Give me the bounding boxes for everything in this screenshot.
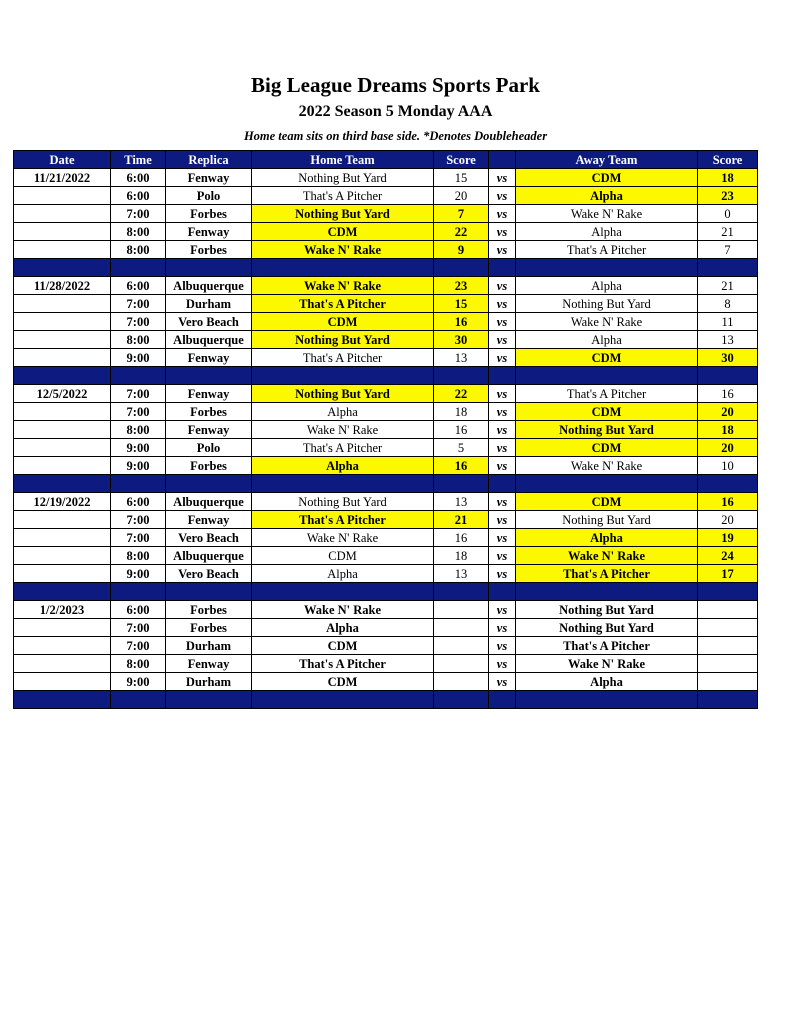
table-row xyxy=(14,421,758,439)
date-cell: 11/28/2022 xyxy=(14,277,111,295)
table-row xyxy=(14,349,758,367)
separator-cell xyxy=(252,583,434,601)
away-team-cell: That's A Pitcher xyxy=(516,637,698,655)
separator-cell xyxy=(698,475,758,493)
table-row xyxy=(14,511,758,529)
replica-field-cell: Vero Beach xyxy=(166,529,252,547)
home-score-cell: 13 xyxy=(434,349,489,367)
date-cell xyxy=(14,205,111,223)
date-cell xyxy=(14,331,111,349)
separator-cell xyxy=(111,259,166,277)
replica-field-cell: Vero Beach xyxy=(166,313,252,331)
separator-cell xyxy=(516,583,698,601)
time-cell: 8:00 xyxy=(111,421,166,439)
away-team-cell: Alpha xyxy=(516,277,698,295)
separator-cell xyxy=(434,475,489,493)
separator-cell xyxy=(698,583,758,601)
time-cell: 7:00 xyxy=(111,619,166,637)
table-row xyxy=(14,601,758,619)
home-team-cell: That's A Pitcher xyxy=(252,187,434,205)
table-row xyxy=(14,655,758,673)
away-score-cell xyxy=(698,619,758,637)
col-header-home-score: Score xyxy=(434,151,489,169)
time-cell: 7:00 xyxy=(111,295,166,313)
time-cell: 6:00 xyxy=(111,601,166,619)
time-cell: 7:00 xyxy=(111,511,166,529)
home-team-cell: CDM xyxy=(252,673,434,691)
date-cell xyxy=(14,421,111,439)
replica-field-cell: Forbes xyxy=(166,601,252,619)
away-team-cell: Nothing But Yard xyxy=(516,601,698,619)
col-header-vs xyxy=(489,151,516,169)
away-team-cell: CDM xyxy=(516,493,698,511)
away-team-cell: Wake N' Rake xyxy=(516,655,698,673)
table-row xyxy=(14,331,758,349)
separator-cell xyxy=(516,691,698,709)
replica-field-cell: Fenway xyxy=(166,421,252,439)
time-cell: 7:00 xyxy=(111,313,166,331)
home-score-cell: 21 xyxy=(434,511,489,529)
page-title: Big League Dreams Sports Park xyxy=(251,73,540,97)
separator-cell xyxy=(111,475,166,493)
separator-cell xyxy=(434,259,489,277)
vs-cell: vs xyxy=(489,673,516,691)
away-score-cell: 21 xyxy=(698,277,758,295)
away-score-cell xyxy=(698,637,758,655)
home-team-cell: CDM xyxy=(252,637,434,655)
vs-cell: vs xyxy=(489,493,516,511)
away-team-cell: CDM xyxy=(516,349,698,367)
vs-cell: vs xyxy=(489,169,516,187)
vs-cell: vs xyxy=(489,313,516,331)
replica-field-cell: Forbes xyxy=(166,205,252,223)
separator-cell xyxy=(516,475,698,493)
away-team-cell: Nothing But Yard xyxy=(516,421,698,439)
away-score-cell: 10 xyxy=(698,457,758,475)
home-score-cell: 16 xyxy=(434,457,489,475)
time-cell: 7:00 xyxy=(111,205,166,223)
away-score-cell: 20 xyxy=(698,403,758,421)
home-team-cell: Wake N' Rake xyxy=(252,421,434,439)
away-score-cell: 11 xyxy=(698,313,758,331)
vs-cell: vs xyxy=(489,601,516,619)
vs-cell: vs xyxy=(489,547,516,565)
separator-cell xyxy=(434,583,489,601)
separator-cell xyxy=(166,475,252,493)
away-score-cell: 17 xyxy=(698,565,758,583)
replica-field-cell: Fenway xyxy=(166,655,252,673)
home-team-cell: Nothing But Yard xyxy=(252,493,434,511)
home-team-cell: That's A Pitcher xyxy=(252,655,434,673)
away-score-cell: 23 xyxy=(698,187,758,205)
col-header-away-team: Away Team xyxy=(516,151,698,169)
date-cell xyxy=(14,511,111,529)
vs-cell: vs xyxy=(489,529,516,547)
table-row xyxy=(14,637,758,655)
table-row xyxy=(14,205,758,223)
separator-cell xyxy=(111,583,166,601)
separator-cell xyxy=(252,475,434,493)
date-cell xyxy=(14,565,111,583)
header-row xyxy=(14,151,758,169)
time-cell: 7:00 xyxy=(111,529,166,547)
separator-cell xyxy=(252,259,434,277)
home-score-cell xyxy=(434,673,489,691)
vs-cell: vs xyxy=(489,457,516,475)
vs-cell: vs xyxy=(489,349,516,367)
away-score-cell xyxy=(698,655,758,673)
home-team-cell: CDM xyxy=(252,547,434,565)
separator-cell xyxy=(489,583,516,601)
home-score-cell: 30 xyxy=(434,331,489,349)
vs-cell: vs xyxy=(489,223,516,241)
away-team-cell: Wake N' Rake xyxy=(516,547,698,565)
home-score-cell: 15 xyxy=(434,295,489,313)
away-team-cell: CDM xyxy=(516,439,698,457)
table-row xyxy=(14,313,758,331)
schedule-body xyxy=(14,169,758,709)
date-cell xyxy=(14,439,111,457)
table-row xyxy=(14,223,758,241)
time-cell: 7:00 xyxy=(111,637,166,655)
home-score-cell: 16 xyxy=(434,529,489,547)
week-separator-row xyxy=(14,691,758,709)
away-score-cell: 0 xyxy=(698,205,758,223)
date-cell xyxy=(14,529,111,547)
away-team-cell: That's A Pitcher xyxy=(516,565,698,583)
vs-cell: vs xyxy=(489,421,516,439)
away-score-cell: 16 xyxy=(698,385,758,403)
time-cell: 9:00 xyxy=(111,439,166,457)
vs-cell: vs xyxy=(489,331,516,349)
date-cell: 1/2/2023 xyxy=(14,601,111,619)
separator-cell xyxy=(434,367,489,385)
home-score-cell: 9 xyxy=(434,241,489,259)
date-cell xyxy=(14,637,111,655)
home-score-cell: 16 xyxy=(434,421,489,439)
separator-cell xyxy=(489,259,516,277)
time-cell: 9:00 xyxy=(111,565,166,583)
time-cell: 8:00 xyxy=(111,547,166,565)
separator-cell xyxy=(252,691,434,709)
time-cell: 8:00 xyxy=(111,241,166,259)
time-cell: 9:00 xyxy=(111,457,166,475)
replica-field-cell: Fenway xyxy=(166,511,252,529)
vs-cell: vs xyxy=(489,655,516,673)
replica-field-cell: Forbes xyxy=(166,403,252,421)
home-score-cell xyxy=(434,655,489,673)
date-cell xyxy=(14,187,111,205)
time-cell: 7:00 xyxy=(111,385,166,403)
home-team-cell: Wake N' Rake xyxy=(252,529,434,547)
separator-cell xyxy=(516,367,698,385)
away-score-cell: 13 xyxy=(698,331,758,349)
table-row xyxy=(14,439,758,457)
vs-cell: vs xyxy=(489,241,516,259)
table-row xyxy=(14,241,758,259)
date-cell: 11/21/2022 xyxy=(14,169,111,187)
away-score-cell: 16 xyxy=(698,493,758,511)
date-cell xyxy=(14,655,111,673)
week-separator-row xyxy=(14,367,758,385)
away-team-cell: Nothing But Yard xyxy=(516,295,698,313)
date-cell xyxy=(14,349,111,367)
away-score-cell: 20 xyxy=(698,511,758,529)
home-team-note: Home team sits on third base side. *Denotes Doubleheader xyxy=(243,129,548,143)
replica-field-cell: Albuquerque xyxy=(166,547,252,565)
table-row xyxy=(14,187,758,205)
replica-field-cell: Forbes xyxy=(166,457,252,475)
replica-field-cell: Durham xyxy=(166,637,252,655)
home-score-cell: 16 xyxy=(434,313,489,331)
away-score-cell: 30 xyxy=(698,349,758,367)
col-header-date: Date xyxy=(14,151,111,169)
time-cell: 8:00 xyxy=(111,223,166,241)
separator-cell xyxy=(434,691,489,709)
time-cell: 6:00 xyxy=(111,277,166,295)
away-score-cell: 19 xyxy=(698,529,758,547)
time-cell: 9:00 xyxy=(111,673,166,691)
col-header-home-team: Home Team xyxy=(252,151,434,169)
time-cell: 6:00 xyxy=(111,187,166,205)
home-score-cell: 5 xyxy=(434,439,489,457)
home-score-cell: 18 xyxy=(434,547,489,565)
home-team-cell: Nothing But Yard xyxy=(252,205,434,223)
date-cell xyxy=(14,295,111,313)
away-team-cell: Alpha xyxy=(516,673,698,691)
home-team-cell: That's A Pitcher xyxy=(252,349,434,367)
replica-field-cell: Fenway xyxy=(166,223,252,241)
away-score-cell: 20 xyxy=(698,439,758,457)
home-team-cell: CDM xyxy=(252,223,434,241)
time-cell: 7:00 xyxy=(111,403,166,421)
replica-field-cell: Durham xyxy=(166,295,252,313)
away-team-cell: CDM xyxy=(516,169,698,187)
separator-cell xyxy=(516,259,698,277)
table-row xyxy=(14,547,758,565)
separator-cell xyxy=(489,691,516,709)
away-team-cell: Wake N' Rake xyxy=(516,205,698,223)
away-team-cell: Nothing But Yard xyxy=(516,511,698,529)
away-team-cell: Alpha xyxy=(516,223,698,241)
separator-cell xyxy=(14,691,111,709)
table-row xyxy=(14,493,758,511)
home-score-cell: 18 xyxy=(434,403,489,421)
replica-field-cell: Forbes xyxy=(166,619,252,637)
vs-cell: vs xyxy=(489,277,516,295)
date-cell xyxy=(14,403,111,421)
separator-cell xyxy=(166,259,252,277)
separator-cell xyxy=(698,691,758,709)
separator-cell xyxy=(698,367,758,385)
home-score-cell: 20 xyxy=(434,187,489,205)
away-team-cell: Alpha xyxy=(516,529,698,547)
away-team-cell: That's A Pitcher xyxy=(516,241,698,259)
time-cell: 8:00 xyxy=(111,331,166,349)
week-separator-row xyxy=(14,475,758,493)
separator-cell xyxy=(14,475,111,493)
col-header-replica: Replica xyxy=(166,151,252,169)
home-score-cell: 22 xyxy=(434,385,489,403)
home-team-cell: Alpha xyxy=(252,403,434,421)
home-team-cell: Wake N' Rake xyxy=(252,241,434,259)
week-separator-row xyxy=(14,259,758,277)
schedule-table xyxy=(13,150,758,709)
col-header-away-score: Score xyxy=(698,151,758,169)
away-score-cell xyxy=(698,601,758,619)
separator-cell xyxy=(14,367,111,385)
vs-cell: vs xyxy=(489,439,516,457)
week-separator-row xyxy=(14,583,758,601)
separator-cell xyxy=(166,691,252,709)
home-team-cell: Nothing But Yard xyxy=(252,385,434,403)
date-cell xyxy=(14,223,111,241)
separator-cell xyxy=(14,259,111,277)
table-row xyxy=(14,619,758,637)
replica-field-cell: Polo xyxy=(166,187,252,205)
date-cell xyxy=(14,673,111,691)
table-row xyxy=(14,169,758,187)
replica-field-cell: Fenway xyxy=(166,385,252,403)
away-team-cell: Alpha xyxy=(516,331,698,349)
date-cell xyxy=(14,241,111,259)
date-cell xyxy=(14,313,111,331)
vs-cell: vs xyxy=(489,619,516,637)
replica-field-cell: Fenway xyxy=(166,169,252,187)
home-team-cell: Alpha xyxy=(252,457,434,475)
home-team-cell: CDM xyxy=(252,313,434,331)
separator-cell xyxy=(14,583,111,601)
vs-cell: vs xyxy=(489,403,516,421)
home-score-cell: 22 xyxy=(434,223,489,241)
home-team-cell: That's A Pitcher xyxy=(252,511,434,529)
replica-field-cell: Albuquerque xyxy=(166,331,252,349)
time-cell: 8:00 xyxy=(111,655,166,673)
replica-field-cell: Fenway xyxy=(166,349,252,367)
separator-cell xyxy=(698,259,758,277)
replica-field-cell: Albuquerque xyxy=(166,277,252,295)
home-score-cell: 15 xyxy=(434,169,489,187)
replica-field-cell: Vero Beach xyxy=(166,565,252,583)
date-cell: 12/5/2022 xyxy=(14,385,111,403)
table-row xyxy=(14,295,758,313)
table-row xyxy=(14,385,758,403)
separator-cell xyxy=(489,475,516,493)
replica-field-cell: Albuquerque xyxy=(166,493,252,511)
table-row xyxy=(14,565,758,583)
replica-field-cell: Durham xyxy=(166,673,252,691)
vs-cell: vs xyxy=(489,637,516,655)
separator-cell xyxy=(252,367,434,385)
separator-cell xyxy=(489,367,516,385)
home-team-cell: Alpha xyxy=(252,565,434,583)
vs-cell: vs xyxy=(489,205,516,223)
separator-cell xyxy=(111,367,166,385)
time-cell: 9:00 xyxy=(111,349,166,367)
away-score-cell: 24 xyxy=(698,547,758,565)
home-team-cell: Wake N' Rake xyxy=(252,277,434,295)
away-score-cell: 8 xyxy=(698,295,758,313)
home-score-cell: 7 xyxy=(434,205,489,223)
home-score-cell xyxy=(434,619,489,637)
away-score-cell xyxy=(698,673,758,691)
table-row xyxy=(14,457,758,475)
home-team-cell: Wake N' Rake xyxy=(252,601,434,619)
table-row xyxy=(14,529,758,547)
vs-cell: vs xyxy=(489,511,516,529)
separator-cell xyxy=(166,367,252,385)
home-team-cell: Nothing But Yard xyxy=(252,331,434,349)
table-row xyxy=(14,403,758,421)
away-team-cell: Alpha xyxy=(516,187,698,205)
separator-cell xyxy=(166,583,252,601)
table-row xyxy=(14,277,758,295)
vs-cell: vs xyxy=(489,187,516,205)
home-team-cell: Alpha xyxy=(252,619,434,637)
away-team-cell: Wake N' Rake xyxy=(516,457,698,475)
home-score-cell: 23 xyxy=(434,277,489,295)
home-score-cell xyxy=(434,601,489,619)
date-cell xyxy=(14,547,111,565)
vs-cell: vs xyxy=(489,385,516,403)
home-score-cell: 13 xyxy=(434,493,489,511)
page-subtitle: 2022 Season 5 Monday AAA xyxy=(298,103,493,120)
separator-cell xyxy=(111,691,166,709)
vs-cell: vs xyxy=(489,565,516,583)
time-cell: 6:00 xyxy=(111,493,166,511)
away-score-cell: 7 xyxy=(698,241,758,259)
replica-field-cell: Forbes xyxy=(166,241,252,259)
time-cell: 6:00 xyxy=(111,169,166,187)
col-header-time: Time xyxy=(111,151,166,169)
date-cell xyxy=(14,457,111,475)
away-score-cell: 18 xyxy=(698,421,758,439)
replica-field-cell: Polo xyxy=(166,439,252,457)
away-team-cell: That's A Pitcher xyxy=(516,385,698,403)
home-team-cell: That's A Pitcher xyxy=(252,439,434,457)
home-team-cell: Nothing But Yard xyxy=(252,169,434,187)
away-team-cell: Nothing But Yard xyxy=(516,619,698,637)
home-score-cell xyxy=(434,637,489,655)
home-team-cell: That's A Pitcher xyxy=(252,295,434,313)
away-score-cell: 18 xyxy=(698,169,758,187)
away-team-cell: CDM xyxy=(516,403,698,421)
date-cell: 12/19/2022 xyxy=(14,493,111,511)
table-row xyxy=(14,673,758,691)
away-score-cell: 21 xyxy=(698,223,758,241)
vs-cell: vs xyxy=(489,295,516,313)
home-score-cell: 13 xyxy=(434,565,489,583)
date-cell xyxy=(14,619,111,637)
away-team-cell: Wake N' Rake xyxy=(516,313,698,331)
